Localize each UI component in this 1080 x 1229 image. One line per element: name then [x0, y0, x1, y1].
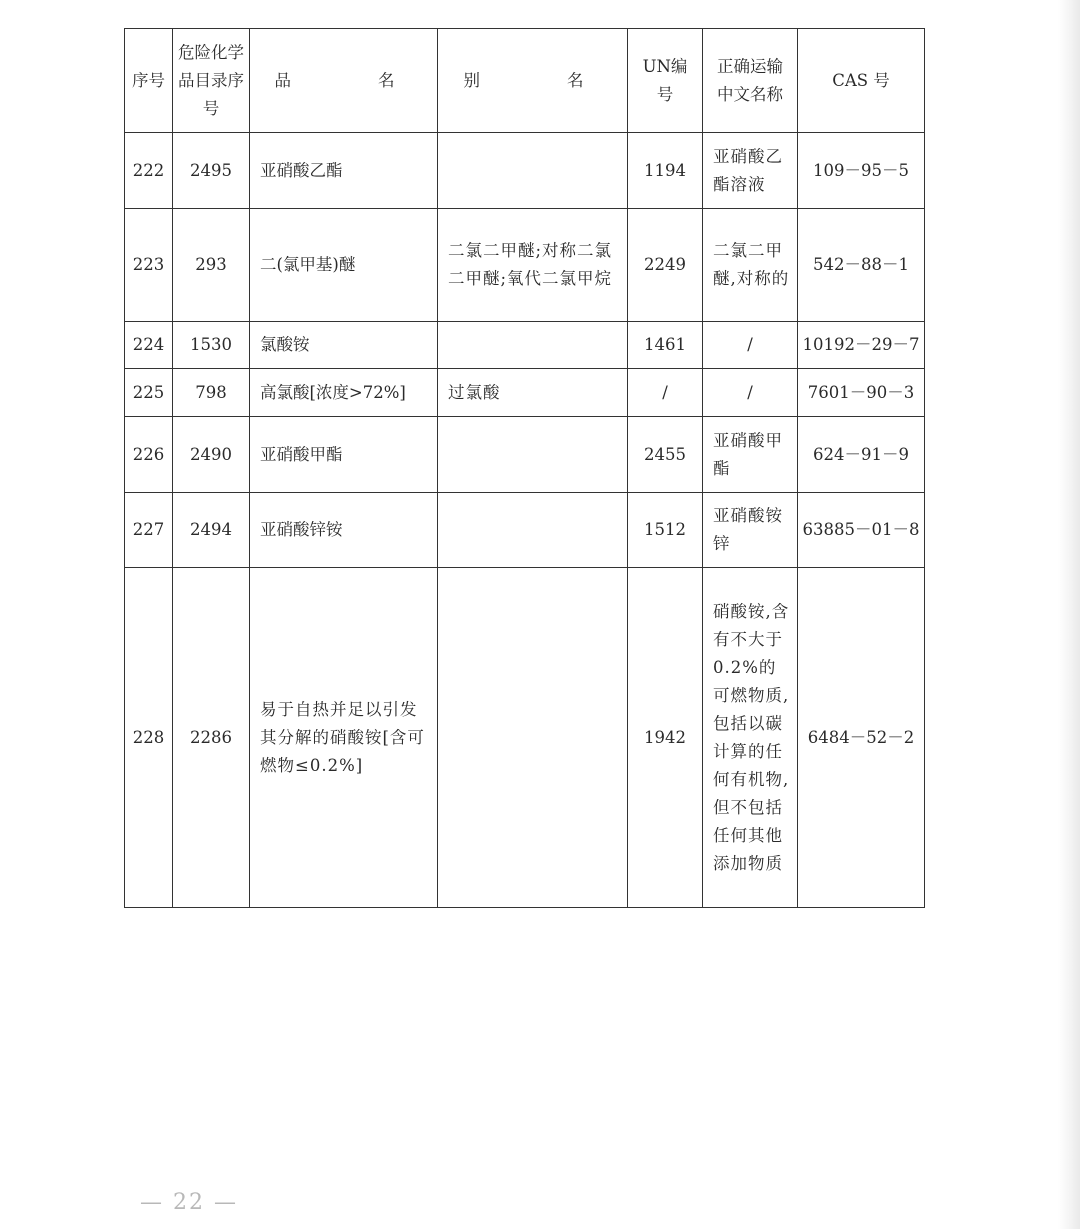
cell-name: 高氯酸[浓度>72%]	[250, 369, 438, 417]
cell-un: 1512	[628, 493, 703, 568]
cell-name: 氯酸铵	[250, 322, 438, 369]
cell-un: 1194	[628, 133, 703, 209]
table-header-row	[125, 29, 925, 133]
header-shipping-name: 正确运输中文名称	[703, 29, 798, 133]
cell-cas: 624－91－9	[798, 417, 925, 493]
hazardous-chemicals-table	[124, 28, 925, 908]
table-row	[125, 568, 925, 908]
cell-un: 2249	[628, 209, 703, 322]
cell-cas: 7601－90－3	[798, 369, 925, 417]
cell-seq: 226	[125, 417, 173, 493]
header-alias: 别 名	[438, 29, 628, 133]
table-row	[125, 209, 925, 322]
cell-cas: 6484－52－2	[798, 568, 925, 908]
cell-cas: 10192－29－7	[798, 322, 925, 369]
cell-seq: 224	[125, 322, 173, 369]
cell-shipping-name: 亚硝酸铵锌	[703, 493, 798, 568]
page-edge	[1058, 0, 1080, 1229]
cell-alias: 过氯酸	[438, 369, 628, 417]
table-row	[125, 133, 925, 209]
cell-catalog: 2495	[173, 133, 250, 209]
table-row	[125, 322, 925, 369]
cell-shipping-name: 亚硝酸乙酯溶液	[703, 133, 798, 209]
cell-seq: 227	[125, 493, 173, 568]
cell-catalog: 1530	[173, 322, 250, 369]
header-cas: CAS 号	[798, 29, 925, 133]
cell-name: 二(氯甲基)醚	[250, 209, 438, 322]
cell-shipping-name: 二氯二甲醚,对称的	[703, 209, 798, 322]
cell-catalog: 2490	[173, 417, 250, 493]
cell-catalog: 798	[173, 369, 250, 417]
header-name: 品 名	[250, 29, 438, 133]
cell-cas: 109－95－5	[798, 133, 925, 209]
header-seq: 序号	[125, 29, 173, 133]
cell-seq: 222	[125, 133, 173, 209]
table-row	[125, 493, 925, 568]
cell-cas: 63885－01－8	[798, 493, 925, 568]
cell-un: /	[628, 369, 703, 417]
cell-un: 2455	[628, 417, 703, 493]
cell-shipping-name: /	[703, 322, 798, 369]
cell-alias	[438, 133, 628, 209]
cell-shipping-name: 硝酸铵,含有不大于0.2%的可燃物质,包括以碳计算的任何有机物,但不包括任何其他添加物质	[703, 568, 798, 908]
header-catalog-seq: 危险化学品目录序号	[173, 29, 250, 133]
cell-un: 1942	[628, 568, 703, 908]
cell-seq: 228	[125, 568, 173, 908]
table-row	[125, 417, 925, 493]
cell-un: 1461	[628, 322, 703, 369]
cell-alias: 二氯二甲醚;对称二氯二甲醚;氧代二氯甲烷	[438, 209, 628, 322]
cell-name: 亚硝酸甲酯	[250, 417, 438, 493]
cell-name: 亚硝酸乙酯	[250, 133, 438, 209]
cell-seq: 223	[125, 209, 173, 322]
cell-seq: 225	[125, 369, 173, 417]
header-un: UN编号	[628, 29, 703, 133]
cell-name: 易于自热并足以引发其分解的硝酸铵[含可燃物≤0.2%]	[250, 568, 438, 908]
cell-alias	[438, 322, 628, 369]
cell-shipping-name: /	[703, 369, 798, 417]
table-row	[125, 369, 925, 417]
page-number: — 22 —	[140, 1190, 238, 1215]
cell-catalog: 2286	[173, 568, 250, 908]
cell-catalog: 2494	[173, 493, 250, 568]
cell-shipping-name: 亚硝酸甲酯	[703, 417, 798, 493]
cell-catalog: 293	[173, 209, 250, 322]
cell-name: 亚硝酸锌铵	[250, 493, 438, 568]
cell-cas: 542－88－1	[798, 209, 925, 322]
cell-alias	[438, 568, 628, 908]
cell-alias	[438, 417, 628, 493]
cell-alias	[438, 493, 628, 568]
